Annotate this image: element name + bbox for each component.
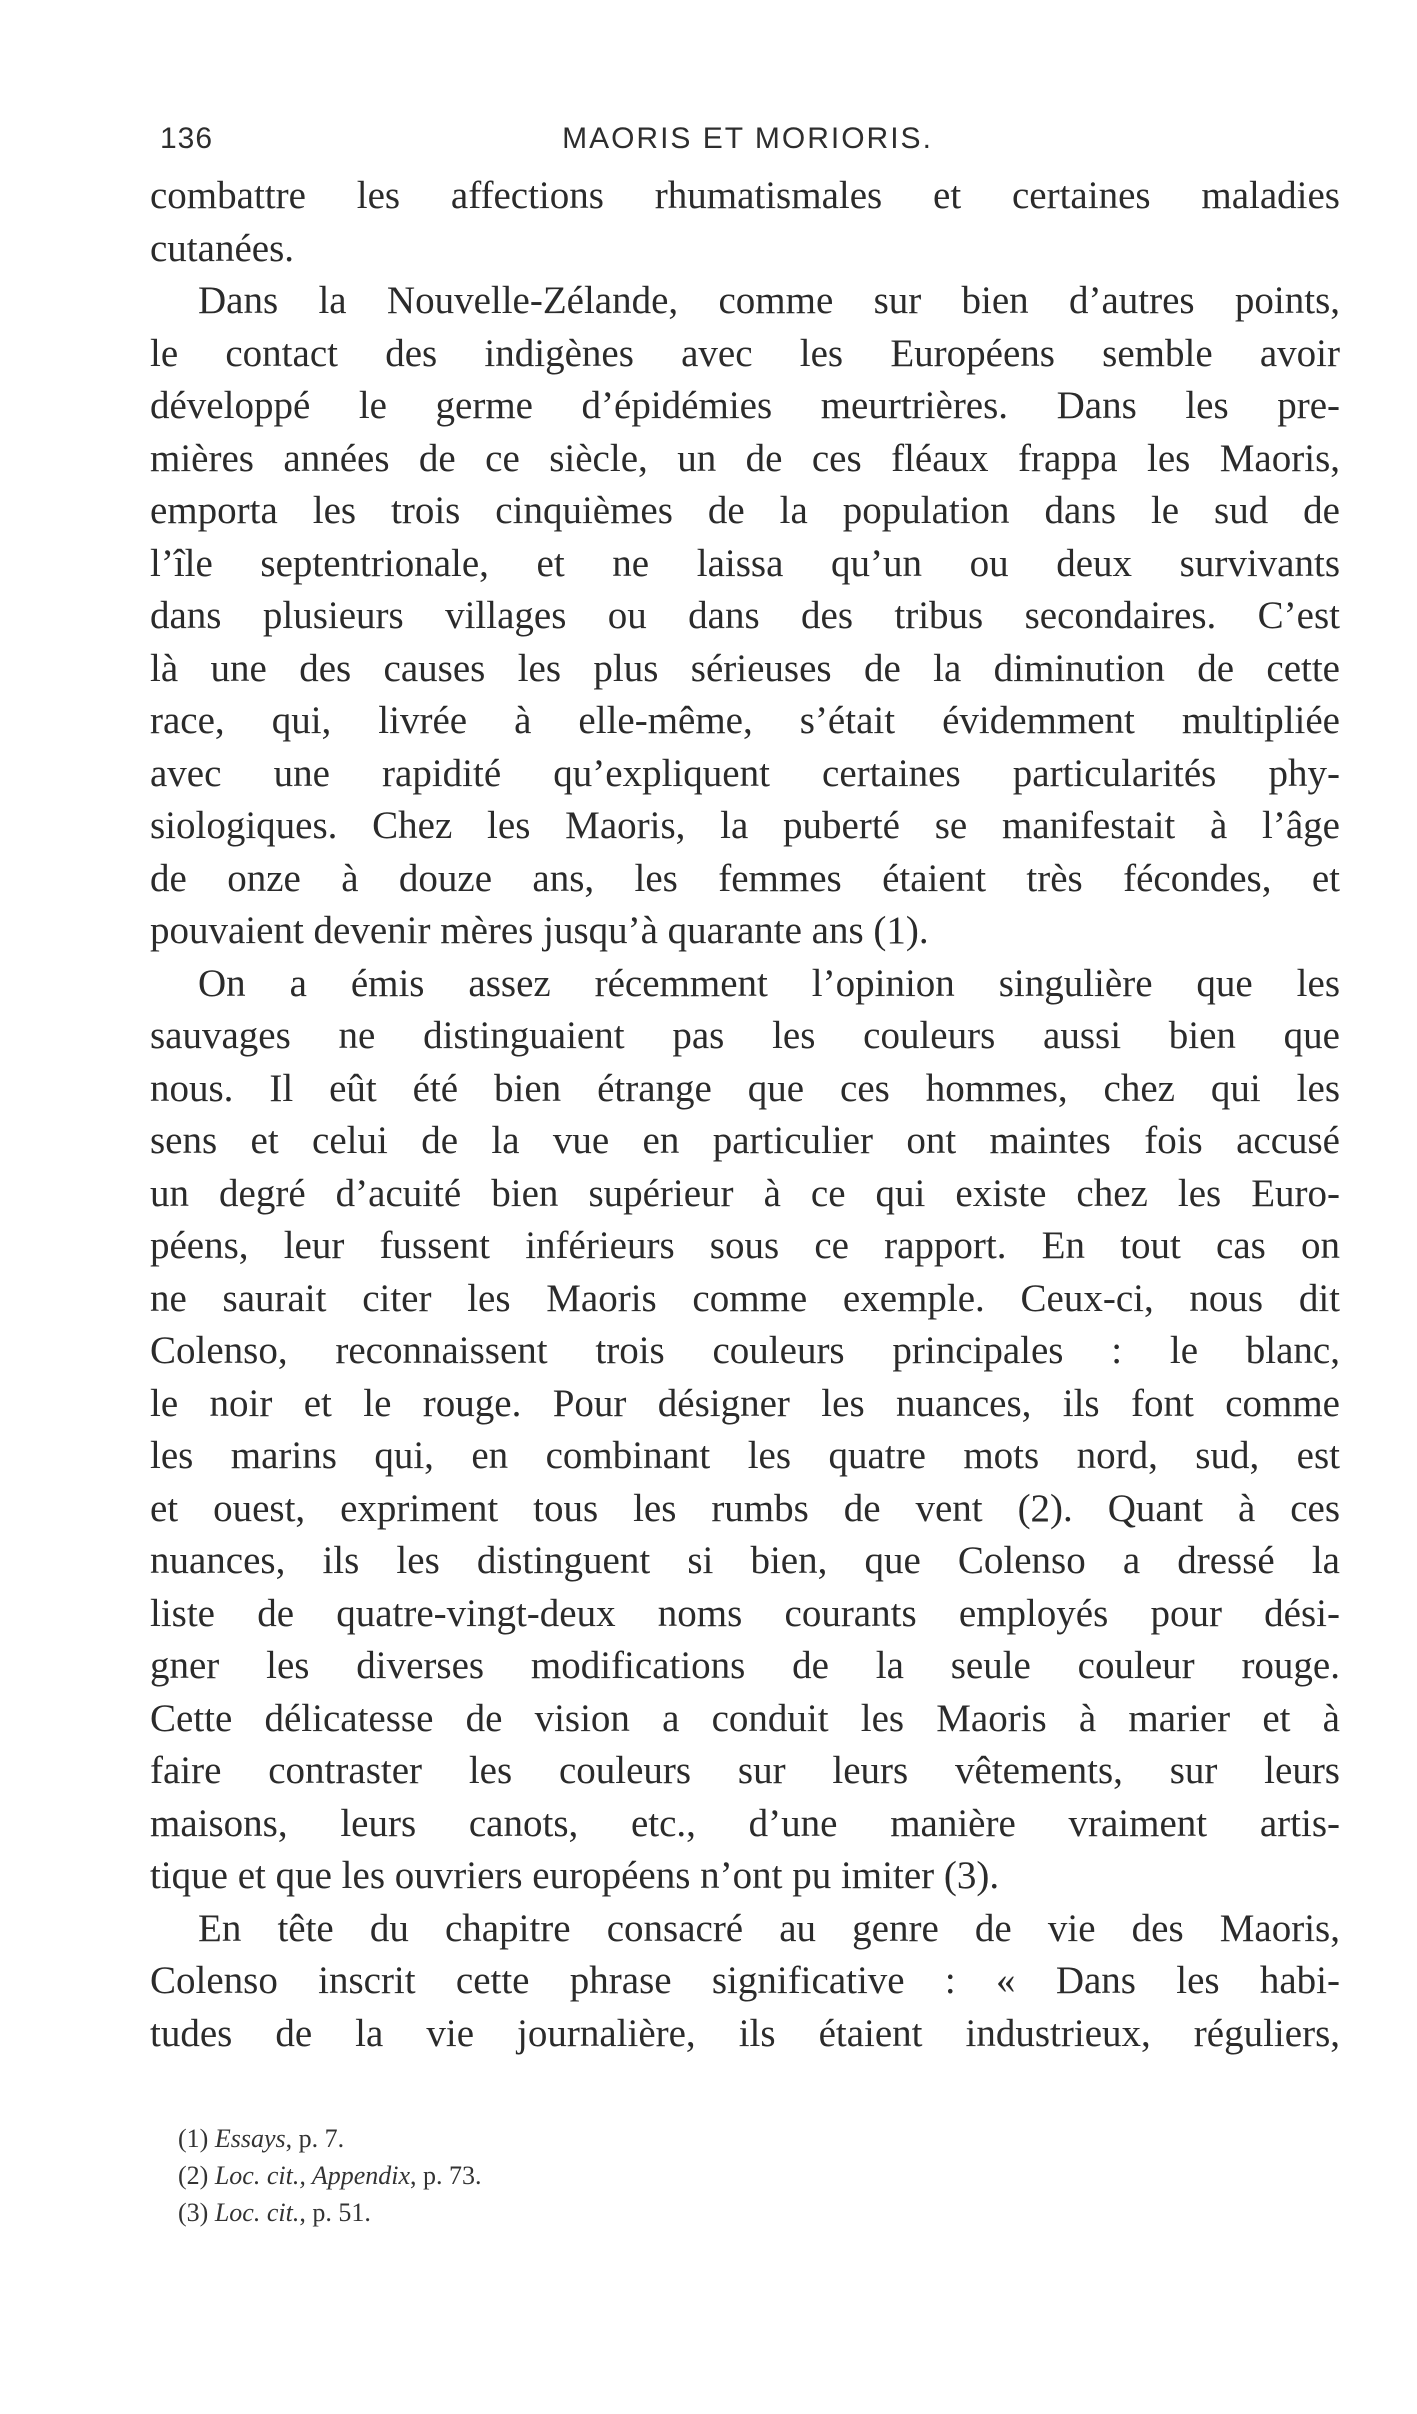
- footnote-number: (3): [178, 2198, 209, 2227]
- footnote-reference: Essays: [214, 2124, 286, 2153]
- text-line: avec une rapidité qu’expliquent certaines particularités phy-: [150, 751, 1340, 795]
- text-line: et ouest, expriment tous les rumbs de vent (2). Quant à ces: [150, 1486, 1340, 1530]
- text-line: combattre les affections rhumatismales et certaines maladies: [150, 174, 1340, 217]
- footnote-number: (2): [178, 2161, 209, 2190]
- text-line: développé le germe d’épidémies meurtrières. Dans les pre-: [150, 384, 1340, 427]
- text-line: là une des causes les plus sérieuses de la diminution de cette: [150, 646, 1340, 690]
- text-line: péens, leur fussent inférieurs sous ce rapport. En tout cas on: [150, 1224, 1340, 1267]
- text-line: l’île septentrionale, et ne laissa qu’un ou deux survivants: [150, 541, 1340, 585]
- page-number: 136: [160, 122, 214, 155]
- text-line: gner les diverses modifications de la seule couleur rouge.: [150, 1644, 1340, 1687]
- text-line: sens et celui de la vue en particulier ont maintes fois accusé: [150, 1119, 1340, 1162]
- text-line: sauvages ne distinguaient pas les couleurs aussi bien que: [150, 1014, 1340, 1057]
- page-header: [160, 112, 1335, 162]
- running-title: MAORIS ET MORIORIS.: [562, 122, 933, 155]
- text-line: race, qui, livrée à elle-même, s’était évidemment multipliée: [150, 699, 1340, 742]
- text-line: nous. Il eût été bien étrange que ces hommes, chez qui les: [150, 1066, 1340, 1110]
- text-line: faire contraster les couleurs sur leurs vêtements, sur leurs: [150, 1749, 1340, 1792]
- text-line: le noir et le rouge. Pour désigner les nuances, ils font comme: [150, 1381, 1340, 1425]
- footnote-page: , p. 51.: [299, 2198, 371, 2227]
- text-line: tique et que les ouvriers européens n’ont pu imiter (3).: [150, 1854, 1000, 1897]
- text-line: un degré d’acuité bien supérieur à ce qui existe chez les Euro-: [150, 1171, 1340, 1215]
- footnote: [178, 2120, 1078, 2157]
- text-line: On a émis assez récemment l’opinion singulière que les: [198, 961, 1340, 1005]
- text-line: ne saurait citer les Maoris comme exemple. Ceux-ci, nous dit: [150, 1276, 1340, 1320]
- footnote-page: , p. 73.: [410, 2161, 482, 2190]
- text-line: dans plusieurs villages ou dans des tribus secondaires. C’est: [150, 594, 1340, 637]
- footnote-page: , p. 7.: [285, 2124, 345, 2153]
- text-line: Colenso inscrit cette phrase significative : « Dans les habi-: [150, 1959, 1340, 2002]
- footnotes: [178, 2120, 1078, 2231]
- text-line: maisons, leurs canots, etc., d’une manière vraiment artis-: [150, 1801, 1340, 1845]
- text-line: tudes de la vie journalière, ils étaient industrieux, réguliers,: [150, 2011, 1340, 2055]
- body-text: [150, 170, 1340, 2060]
- text-line: mières années de ce siècle, un de ces fléaux frappa les Maoris,: [150, 436, 1340, 480]
- text-line: de onze à douze ans, les femmes étaient très fécondes, et: [150, 856, 1340, 900]
- text-line: siologiques. Chez les Maoris, la puberté se manifestait à l’âge: [150, 804, 1340, 847]
- footnote-number: (1): [178, 2124, 209, 2153]
- text-line: Colenso, reconnaissent trois couleurs principales : le blanc,: [150, 1329, 1340, 1372]
- text-line: En tête du chapitre consacré au genre de vie des Maoris,: [198, 1906, 1340, 1950]
- footnote: [178, 2194, 1078, 2231]
- text-line: pouvaient devenir mères jusqu’à quarante ans (1).: [150, 909, 929, 952]
- footnote: [178, 2157, 1078, 2194]
- text-line: cutanées.: [150, 226, 295, 270]
- text-line: Dans la Nouvelle-Zélande, comme sur bien d’autres points,: [198, 279, 1340, 322]
- text-line: nuances, ils les distinguent si bien, que Colenso a dressé la: [150, 1539, 1340, 1582]
- text-line: le contact des indigènes avec les Européens semble avoir: [150, 331, 1340, 375]
- footnote-reference: Loc. cit.: [214, 2198, 300, 2227]
- text-line: emporta les trois cinquièmes de la population dans le sud de: [150, 489, 1340, 532]
- text-line: les marins qui, en combinant les quatre mots nord, sud, est: [150, 1434, 1340, 1477]
- text-line: Cette délicatesse de vision a conduit les Maoris à marier et à: [150, 1696, 1340, 1740]
- text-line: liste de quatre-vingt-deux noms courants employés pour dési-: [150, 1591, 1340, 1635]
- footnote-reference: Loc. cit., Appendix: [214, 2161, 411, 2190]
